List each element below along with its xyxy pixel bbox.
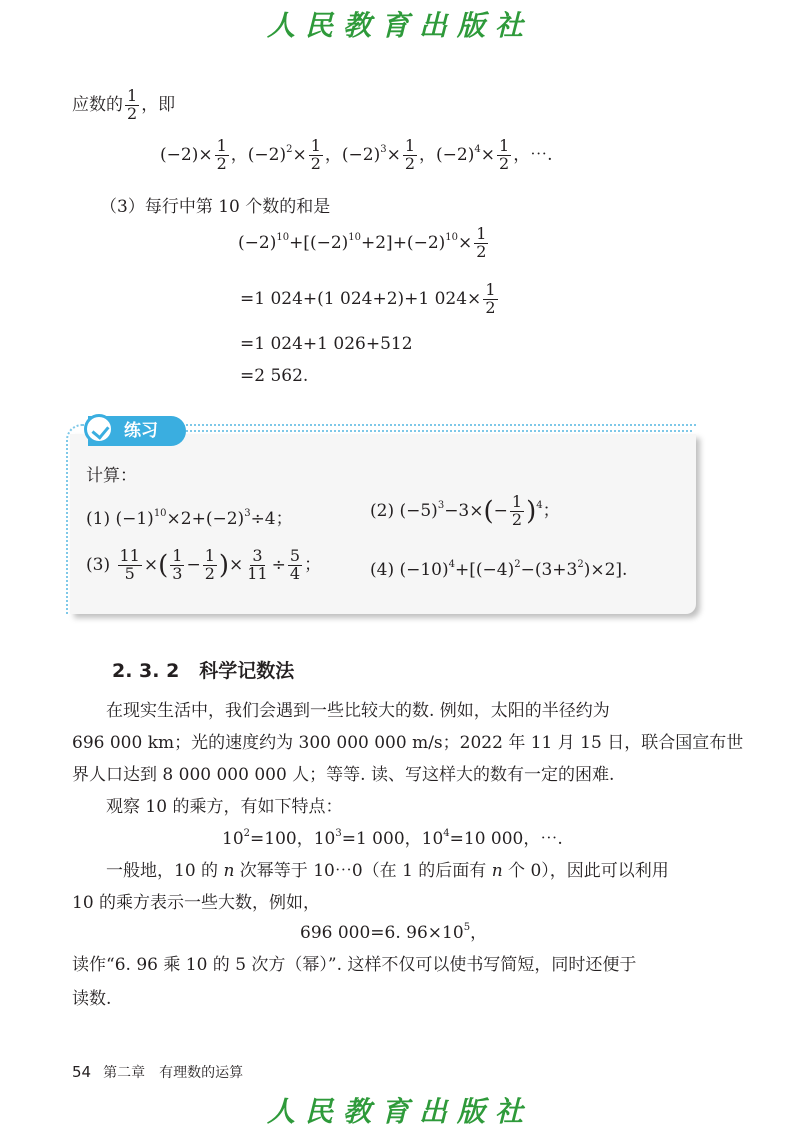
paragraph-1-line-3: 界人口达到 8 000 000 000 人；等等. 读、写这样大的数有一定的困难. xyxy=(72,765,615,785)
paragraph-4-line-2: 读数. xyxy=(72,989,112,1009)
publisher-logo: 人民教育出版社 xyxy=(266,9,533,42)
page-footer xyxy=(72,1062,243,1082)
power-sequence: (−2)× $\frac{1}{2}$ ，$(-2)^2\times$ $\frac{1}{2}$ ，$(-2)^3\times$ $\frac{1}{2}$ ，$(-2)^4\times$ $\frac{1}{2}$ ，⋯. xyxy=(160,136,553,173)
exercise-tab: 练习 xyxy=(88,416,186,446)
exercise-prompt: 计算： xyxy=(86,466,137,486)
section-heading: 2. 3. 2 科学记数法 xyxy=(112,660,295,682)
paragraph-4-line-1: 读作“6. 96 乘 10 的 5 次方（幂）”. 这样不仅可以使书写简短，同时还便于 xyxy=(72,955,637,975)
exercise-problem-3: (3) $\frac{11}{5}$ ×( $\frac{1}{3}$ − $\frac{1}{2}$ )× $\frac{3}{11}$ ÷ $\frac{5}{4}$ ； xyxy=(86,546,322,583)
equation-line-2: =1 024+(1 024+2)+1 024× $\frac{1}{2}$ xyxy=(240,280,496,317)
equation-line-4: =2 562. xyxy=(240,366,309,386)
solution-line-1: 应数的 $\frac{1}{2}$ ，即 xyxy=(72,86,176,123)
page-number: 54 xyxy=(72,1063,92,1081)
exercise-problem-2: (2) $(-5)^3-3\times(-$ $\frac{1}{2}$ )$^4$； xyxy=(370,492,560,529)
paragraph-1-line-2: 696 000 km；光的速度约为 300 000 000 m/s；2022 年 11 月 15 日，联合国宣布世 xyxy=(72,733,744,753)
chapter-title: 第二章 有理数的运算 xyxy=(103,1065,244,1081)
exercise-problem-1: (1) $(-1)^{10}\times 2+(-2)^3\div 4$； xyxy=(86,508,293,529)
example-equation: 696 000=6. $96\times 10^5$， xyxy=(300,922,488,943)
paragraph-2: 观察 10 的乘方，有如下特点： xyxy=(106,797,343,817)
paragraph-1-line-1: 在现实生活中，我们会遇到一些比较大的数. 例如，太阳的半径约为 xyxy=(106,701,610,721)
powers-of-ten: $10^2=100$，$10^3=1$ 000，$10^4=10$ 000，⋯. xyxy=(222,828,563,849)
fraction-half: $\frac{1}{2}$ xyxy=(127,86,138,123)
exercise-problem-4: (4) $(-10)^4+[(-4)^2-(3+3^2)\times 2]$. xyxy=(370,559,628,580)
paragraph-3-line-2: 10 的乘方表示一些大数，例如， xyxy=(72,893,321,913)
equation-line-1: $(-2)^{10}+[(-2)^{10}+2]+(-2)^{10}\times$ $\frac{1}{2}$ xyxy=(238,224,487,261)
publisher-logo-footer: 人民教育出版社 xyxy=(266,1095,533,1128)
paragraph-3-line-1: 一般地，10 的 n 次幂等于 10⋯0（在 1 的后面有 n 个 0），因此可以利用 xyxy=(106,861,669,881)
exercise-divider xyxy=(186,430,692,432)
part-3-label: （3）每行中第 10 个数的和是 xyxy=(100,197,331,217)
equation-line-3: =1 024+1 026+512 xyxy=(240,334,413,354)
checkmark-icon xyxy=(84,414,114,444)
